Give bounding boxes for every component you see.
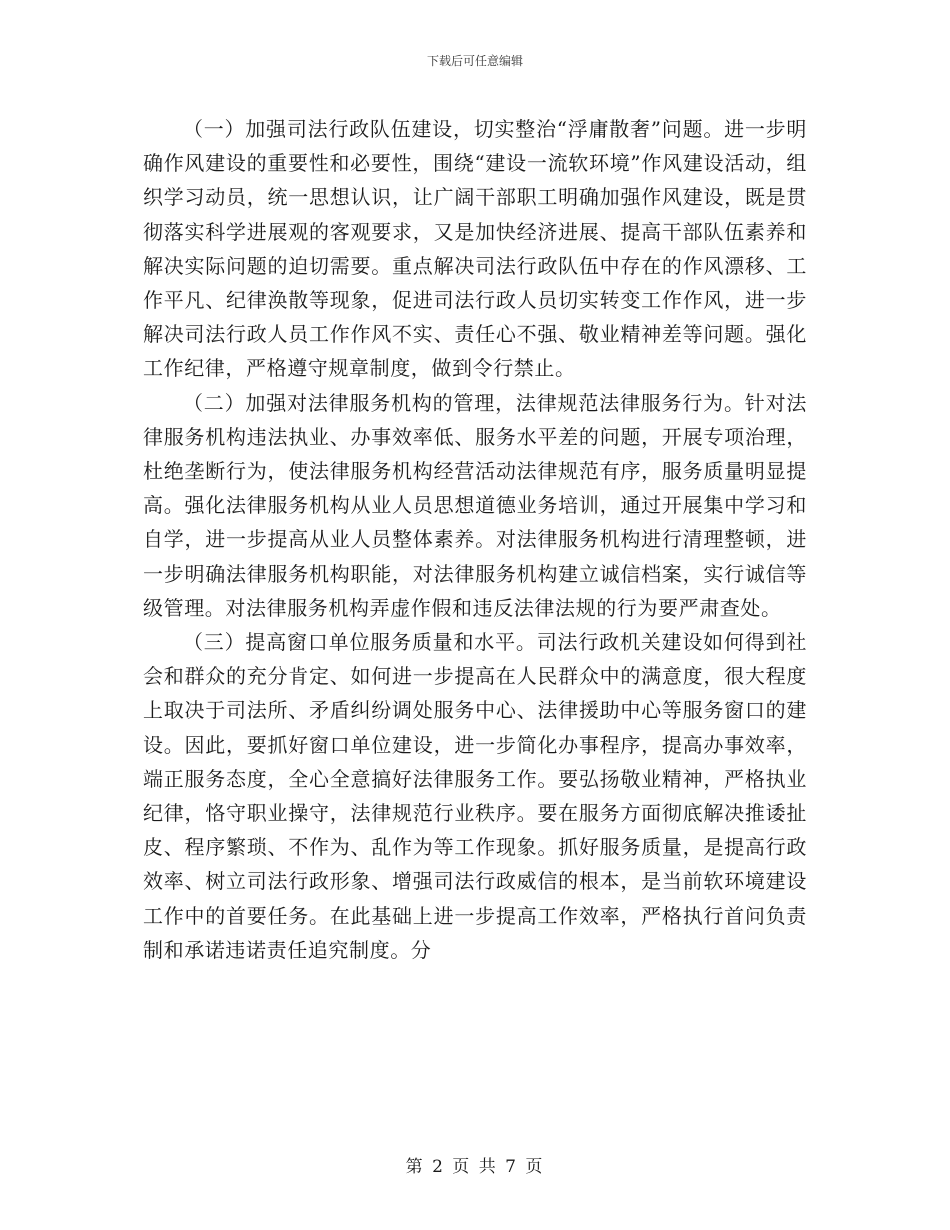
paragraph-1: （一）加强司法行政队伍建设，切实整治“浮庸散奢”问题。进一步明确作风建设的重要性和必要性，围绕“建设一流软环境”作风建设活动，组织学习动员，统一思想认识，让广阔干部职工明确加强作风建设，既是贯彻落实科学进展观的客观要求，又是加快经济进展、提高干部队伍素养和解决实际问题的迫切需要。重点解决司法行政队伍中存在的作风漂移、工作平凡、纪律涣散等现象，促进司法行政人员切实转变工作作风，进一步解决司法行政人员工作作风不实、责任心不强、敬业精神差等问题。强化工作纪律，严格遵守规章制度，做到令行禁止。 xyxy=(143,117,807,381)
page-footer-number: 第 2 页 共 7 页 xyxy=(405,1157,545,1177)
paragraph-2: （二）加强对法律服务机构的管理，法律规范法律服务行为。针对法律服务机构违法执业、办事效率低、服务水平差的问题，开展专项治理，杜绝垄断行为，使法律服务机构经营活动法律规范有序，服务质量明显提高。强化法律服务机构从业人员思想道德业务培训，通过开展集中学习和自学，进一步提高从业人员整体素养。对法律服务机构进行清理整顿，进一步明确法律服务机构职能，对法律服务机构建立诚信档案，实行诚信等级管理。对法律服务机构弄虚作假和违反法律法规的行为要严肃查处。 xyxy=(143,390,807,620)
paragraph-3: （三）提高窗口单位服务质量和水平。司法行政机关建设如何得到社会和群众的充分肯定、如何进一步提高在人民群众中的满意度，很大程度上取决于司法所、矛盾纠纷调处服务中心、法律援助中心等服务窗口的建设。因此，要抓好窗口单位建设，进一步简化办事程序，提高办事效率，端正服务态度，全心全意搞好法律服务工作。要弘扬敬业精神，严格执业纪律，恪守职业操守，法律规范行业秩序。要在服务方面彻底解决推诿扯皮、程序繁琐、不作为、乱作为等工作现象。抓好服务质量，是提高行政效率、树立司法行政形象、增强司法行政威信的根本，是当前软环境建设工作中的首要任务。在此基础上进一步提高工作效率，严格执行首问负责制和承诺违诺责任追究制度。分 xyxy=(143,630,807,962)
document-body xyxy=(143,112,807,967)
page-header: 下载后可任意编辑 xyxy=(426,54,523,68)
